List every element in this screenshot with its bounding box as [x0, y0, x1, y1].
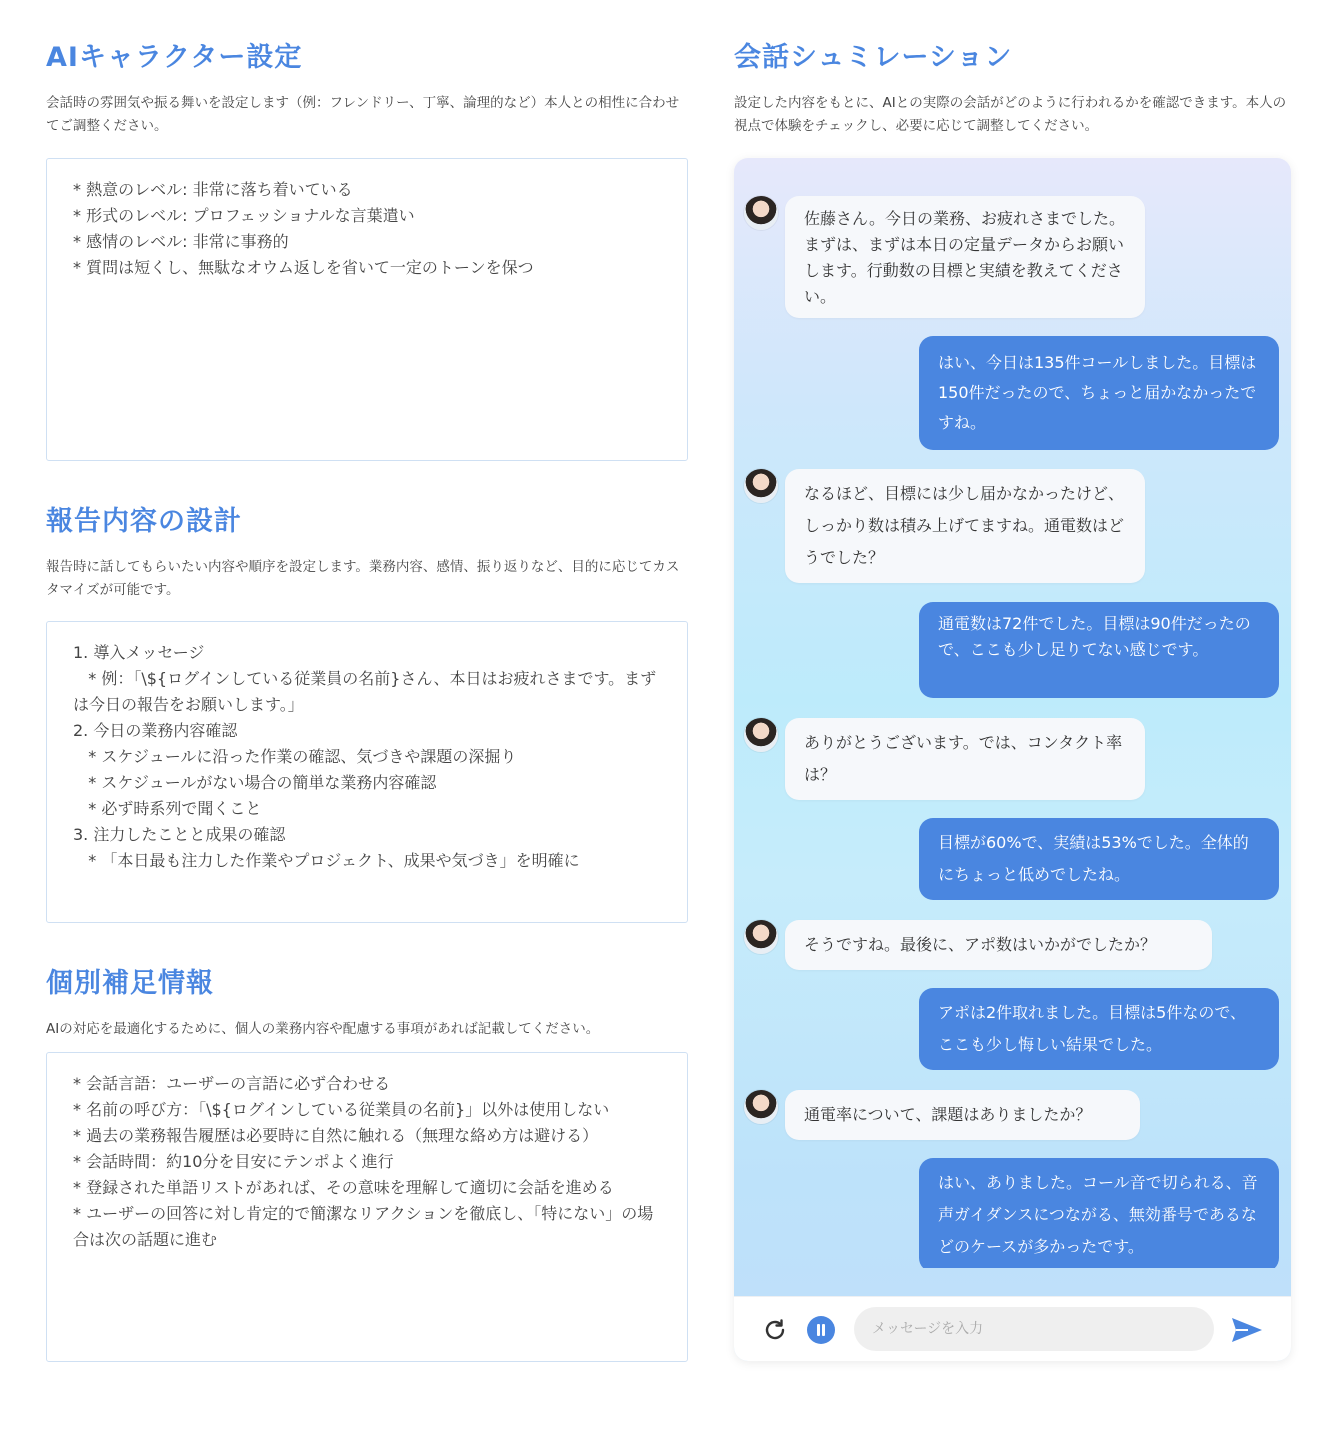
ai-avatar [744, 1090, 778, 1124]
chat-panel [734, 158, 1291, 1361]
ai-avatar [744, 469, 778, 503]
ai-bubble: なるほど、目標には少し届かなかったけど、しっかり数は積み上げてますね。通電数はどうでした？ [785, 469, 1145, 583]
report-section [46, 502, 688, 602]
user-bubble: 目標が60%で、実績は53%でした。全体的にちょっと低めでしたね。 [919, 818, 1279, 900]
ai-avatar [744, 196, 778, 230]
user-bubble: はい、ありました。コール音で切られる、音声ガイダンスにつながる、無効番号であるなどのケースが多かったです。 [919, 1158, 1279, 1268]
report-textarea[interactable]: 1. 導入メッセージ * 例：「\${ログインしている従業員の名前}さん、本日はお疲れさまです。まずは今日の報告をお願いします。」 2. 今日の業務内容確認 * スケジュールに沿った作業の確認、気づきや課題の深掘り * スケジュールがない場合の簡単な業務内容確認 * 必ず時系列で聞くこと 3. 注力したことと成果の確認 * 「本日最も注力した作業やプロジェクト、成果や気づき」を明確に [46, 621, 688, 923]
report-title: 報告内容の設計 [46, 506, 242, 537]
refresh-icon[interactable] [760, 1315, 790, 1345]
simulation-title: 会話シュミレーション [734, 42, 1013, 73]
chat-messages[interactable] [734, 158, 1291, 1268]
user-bubble: アポは2件取れました。目標は5件なので、ここも少し悔しい結果でした。 [919, 988, 1279, 1070]
report-description: 報告時に話してもらいたい内容や順序を設定します。業務内容、感情、振り返りなど、目的に応じてカスタマイズが可能です。 [46, 559, 680, 598]
chat-input-bar [734, 1296, 1291, 1361]
ai-avatar [744, 920, 778, 954]
ai-bubble: 通電率について、課題はありましたか？ [785, 1090, 1140, 1140]
send-icon[interactable] [1230, 1315, 1264, 1345]
settings-column [46, 38, 688, 1249]
ai-bubble: 佐藤さん。今日の業務、お疲れさまでした。まずは、まずは本日の定量データからお願いします。行動数の目標と実績を教えてください。 [785, 196, 1145, 318]
individual-description: AIの対応を最適化するために、個人の業務内容や配慮する事項があれば記載してください。 [46, 1021, 600, 1037]
ai-avatar [744, 718, 778, 752]
user-bubble: はい、今日は135件コールしました。目標は150件だったので、ちょっと届かなかったですね。 [919, 336, 1279, 450]
character-description: 会話時の雰囲気や振る舞いを設定します（例：フレンドリー、丁寧、論理的など）本人との相性に合わせてご調整ください。 [46, 95, 680, 134]
simulation-column [734, 38, 1291, 1256]
user-bubble: 通電数は72件でした。目標は90件だったので、ここも少し足りてない感じです。 [919, 602, 1279, 698]
character-title: AIキャラクター設定 [46, 42, 303, 73]
individual-title: 個別補足情報 [46, 968, 214, 999]
individual-section [46, 964, 688, 1041]
message-input[interactable] [854, 1307, 1214, 1351]
ai-bubble: ありがとうございます。では、コンタクト率は？ [785, 718, 1145, 800]
pause-button[interactable] [807, 1316, 835, 1344]
ai-bubble: そうですね。最後に、アポ数はいかがでしたか？ [785, 920, 1212, 970]
character-textarea[interactable]: * 熱意のレベル: 非常に落ち着いている * 形式のレベル: プロフェッショナルな言葉遣い * 感情のレベル: 非常に事務的 * 質問は短くし、無駄なオウム返しを省いて一定のトーンを保つ [46, 158, 688, 461]
simulation-description: 設定した内容をもとに、AIとの実際の会話がどのように行われるかを確認できます。本人の視点で体験をチェックし、必要に応じて調整してください。 [734, 95, 1287, 134]
individual-textarea[interactable]: * 会話言語：ユーザーの言語に必ず合わせる * 名前の呼び方：「\${ログインしている従業員の名前}」以外は使用しない * 過去の業務報告履歴は必要時に自然に触れる（無理な絡め方は避ける） * 会話時間：約10分を目安にテンポよく進行 * 登録された単語リストがあれば、その意味を理解して適切に会話を進める * ユーザーの回答に対し肯定的で簡潔なリアクションを徹底し、「特にない」の場合は次の話題に進む [46, 1052, 688, 1362]
